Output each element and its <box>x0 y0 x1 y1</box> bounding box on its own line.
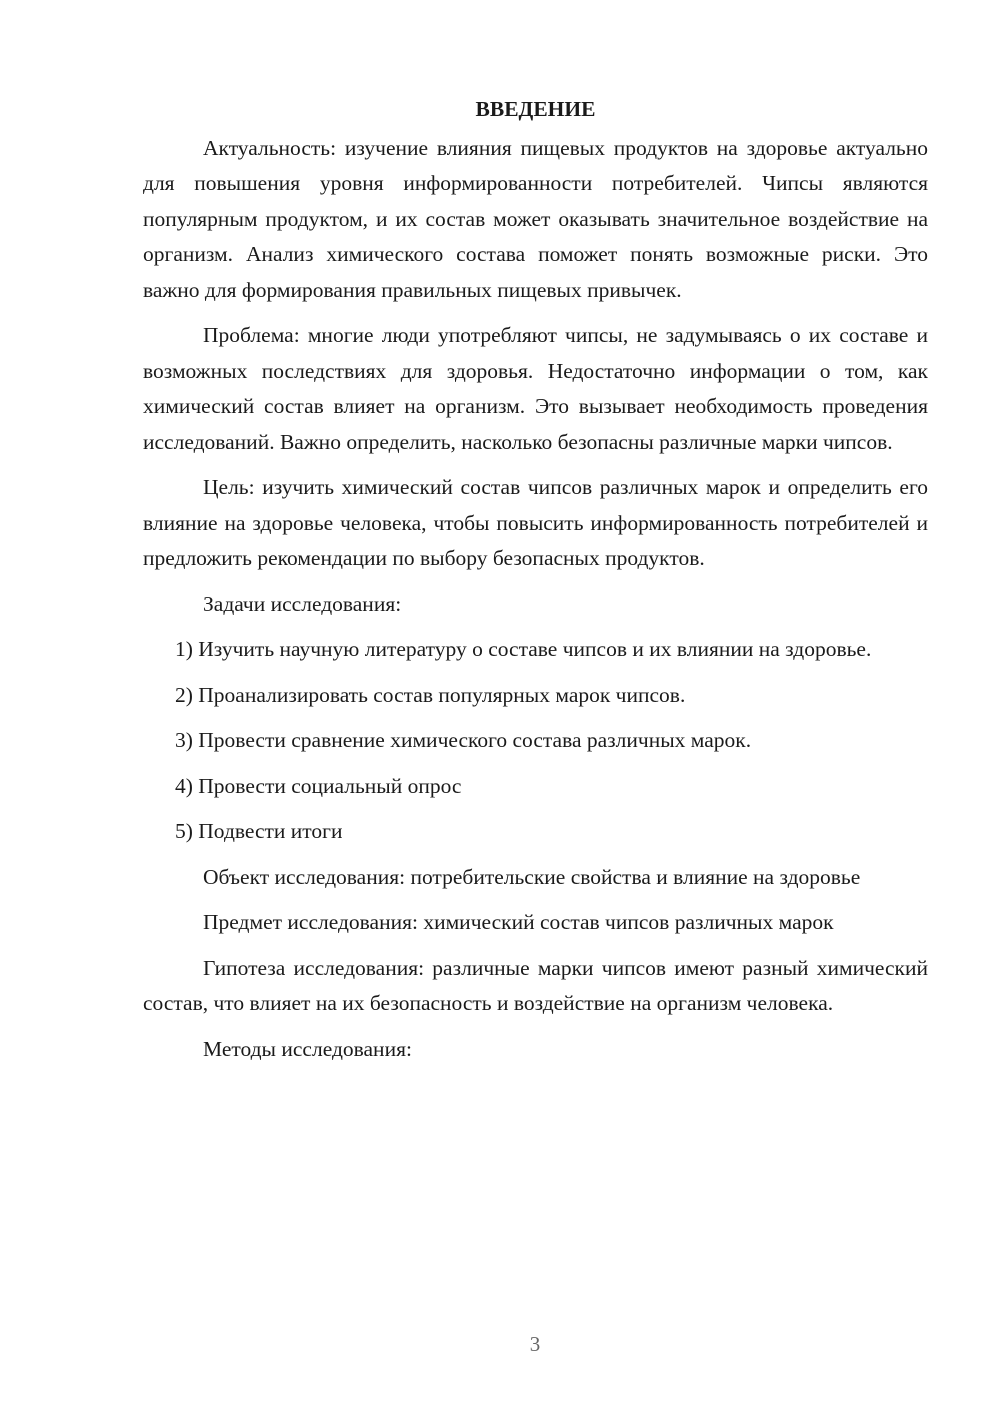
page-title: ВВЕДЕНИЕ <box>475 97 596 121</box>
paragraph-hypothesis: Гипотеза исследования: различные марки чипсов имеют разный химический состав, что влияет на их безопасность и воздействие на организм человека. <box>143 955 928 1015</box>
paragraph-object: Объект исследования: потребительские свойства и влияние на здоровье <box>203 864 861 889</box>
task-item-2: 2) Проанализировать состав популярных марок чипсов. <box>175 682 686 707</box>
document-page <box>143 92 928 1077</box>
task-item-3: 3) Провести сравнение химического состава различных марок. <box>175 728 752 752</box>
task-item-1: 1) Изучить научную литературу о составе чипсов и их влиянии на здоровье. <box>175 637 872 661</box>
paragraph-problem: Проблема: многие люди употребляют чипсы, не задумываясь о их составе и возможных последствиях для здоровья. Недостаточно информации о том, как химический состав влияет на организм. Это вызывает необходимость проведения исследований. Важно определить, насколько безопасны различные марки чипсов. <box>143 323 928 454</box>
paragraph-methods: Методы исследования: <box>203 1036 412 1061</box>
paragraph-tasks-heading: Задачи исследования: <box>203 591 402 616</box>
task-item-5: 5) Подвести итоги <box>175 819 343 843</box>
task-item-4: 4) Провести социальный опрос <box>175 773 462 798</box>
paragraph-relevance: Актуальность: изучение влияния пищевых продуктов на здоровье актуально для повышения уровня информированности потребителей. Чипсы являются популярным продуктом, и их состав может оказывать значительное воздействие на организм. Анализ химического состава поможет понять возможные риски. Это важно для формирования правильных пищевых привычек. <box>143 135 928 302</box>
paragraph-goal: Цель: изучить химический состав чипсов различных марок и определить его влияние на здоровье человека, чтобы повысить информированность потребителей и предложить рекомендации по выбору безопасных продуктов. <box>143 475 928 570</box>
page-number: 3 <box>529 1332 541 1356</box>
paragraph-subject: Предмет исследования: химический состав чипсов различных марок <box>203 910 834 934</box>
